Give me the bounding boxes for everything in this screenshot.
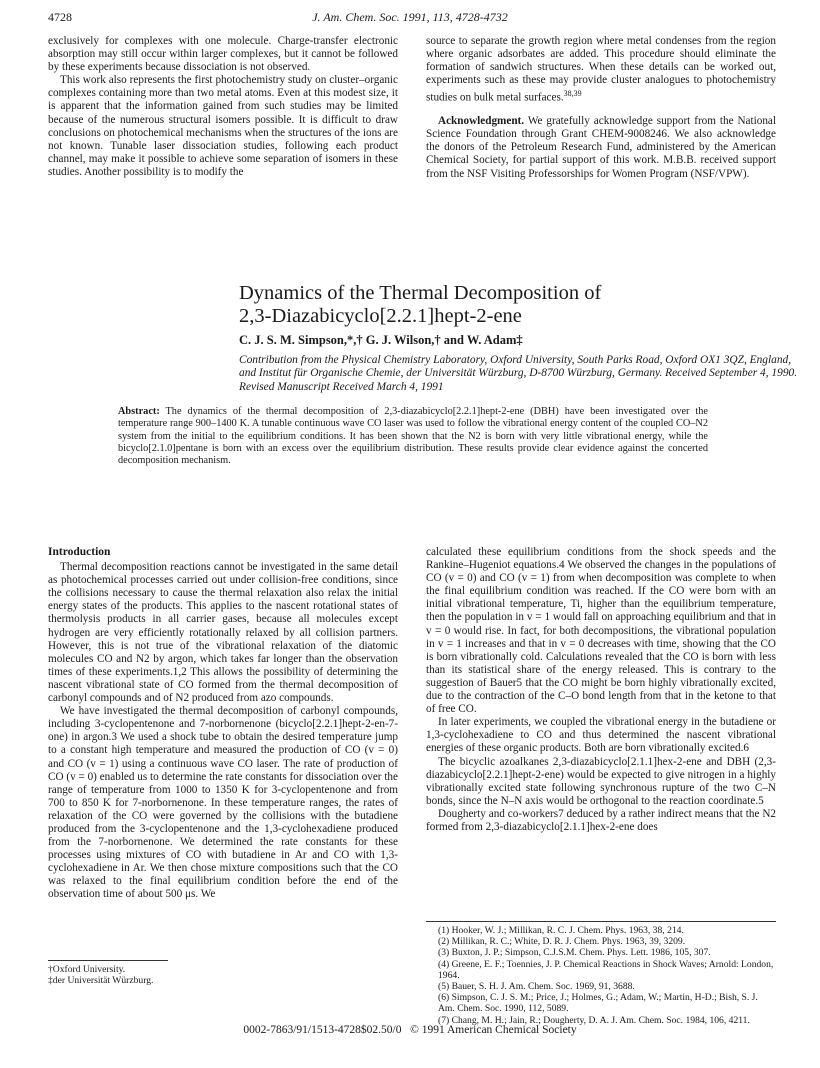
footnote-divider xyxy=(48,960,168,961)
references-divider xyxy=(426,921,776,922)
main-left-column xyxy=(48,546,398,902)
prev-article-left-column xyxy=(48,35,398,179)
reference: (6) Simpson, C. J. S. M.; Price, J.; Holmes, G.; Adam, W.; Martin, H-D.; Bish, S. J. Am. Chem. Soc. 1990, 112, 5089. xyxy=(438,992,758,1015)
reference: (5) Bauer, S. H. J. Am. Chem. Soc. 1969, 91, 3688. xyxy=(438,981,635,993)
affiliation: Contribution from the Physical Chemistry Laboratory, Oxford University, South Parks Road, Oxford OX1 3QZ, England, and Institut für Organische Chemie, der Universität Würzburg, D-8700 Würzburg, Germany. Received September 4, 1990. Revised Manuscript Received March 4, 1991 xyxy=(239,354,798,393)
acknowledgment-text: We gratefully acknowledge support from the National Science Foundation through Grant CHEM-9008246. We also acknowledge the donors of the Petroleum Research Fund, administered by the American Chemical Society, for partial support of this work. M.B.B. received support from the NSF Visiting Professorships for Women Program (NSF/VPW). xyxy=(426,115,776,180)
acknowledgment-heading: Acknowledgment. xyxy=(438,115,525,128)
title-line-2: 2,3-Diazabicyclo[2.2.1]hept-2-ene xyxy=(239,305,522,327)
footnotes xyxy=(48,964,398,986)
reference: (1) Hooker, W. J.; Millikan, R. C. J. Chem. Phys. 1963, 38, 214. xyxy=(438,925,684,936)
abstract xyxy=(118,406,708,467)
prev-article-right-column xyxy=(426,35,776,181)
author-list: C. J. S. M. Simpson,*,† G. J. Wilson,† and W. Adam‡ xyxy=(239,333,523,347)
page-number: 4728 xyxy=(48,10,72,24)
reference-list xyxy=(426,925,776,1026)
article-title xyxy=(239,282,799,328)
reference: (3) Buxton, J. P.; Simpson, C.J.S.M. Chem. Phys. Lett. 1986, 105, 307. xyxy=(438,947,711,959)
reference: (7) Chang, M. H.; Jain, R.; Dougherty, D. A. J. Am. Chem. Soc. 1984, 106, 4211. xyxy=(438,1014,750,1026)
reference: (4) Greene, E. F.; Toennies, J. P. Chemical Reactions in Shock Waves; Arnold: London, 1964. xyxy=(438,958,774,981)
abstract-text: The dynamics of the thermal decomposition of 2,3-diazabicyclo[2.2.1]hept-2-ene (DBH) have been investigated over the temperature range 900–1400 K. A tunable continuous wave CO laser was used to follow the vibrational energy content of the coupled CO–N2 system from the initial to the equilibrium conditions. It has been shown that the N2 is born with very little vibrational energy, while the bicyclo[2.1.0]pentane is born with an excess over the equilibrium distribution. These results provide clear evidence against the concerted decomposition mechanism. xyxy=(118,406,709,467)
paragraph: In later experiments, we coupled the vibrational energy in the butadiene or 1,3-cyclohexadiene to CO and thus determined the nascent vibrational energies of these organic products. Both are born vibrationally excited.6 xyxy=(426,716,776,755)
main-right-column xyxy=(426,546,776,834)
paragraph: Dougherty and co-workers7 deduced by a rather indirect means that the N2 formed from 2,3-diazabicyclo[2.1.1]hex-2-ene does xyxy=(426,807,776,833)
footnote: ‡der Universität Würzburg. xyxy=(48,975,154,986)
paragraph: This work also represents the first photochemistry study on cluster–organic complexes containing more than two metal atoms. Even at this modest size, it is apparent that the information gained from such studies may be limited because of the numerous structural isomers possible. It is difficult to draw conclusions on photochemical mechanisms when the structures of the ions are not known. Tunable laser dissociation studies, following each product channel, may make it possible to achieve some separation of isomers in these studies. Another possibility is to modify the xyxy=(48,74,398,178)
paragraph: Thermal decomposition reactions cannot be investigated in the same detail as photochemical processes carried out under collision-free conditions, since the collisions necessary to cause the thermal relaxation also relax the initial energy states of the products. This applies to the nascent rotational states of thermolysis products in all carrier gases, because all molecules except hydrogen are very efficiently rotationally relaxed by all collision partners. However, this is not true of the vibrational relaxation of the diatomic molecules CO and N2 by argon, which takes far longer than the observation times of these experiments.1,2 This allows the possibility of determining the nascent vibrational state of CO formed from the thermal decomposition of carbonyl compounds and of N2 produced from azo compounds. xyxy=(48,561,398,705)
paragraph: The bicyclic azoalkanes 2,3-diazabicyclo[2.1.1]hex-2-ene and DBH (2,3-diazabicyclo[2.2.1]hept-2-ene) would be expected to give nitrogen in a highly vibrationally excited state following synchronous rupture of the two C–N bonds, since the N–N axis would be orthogonal to the reaction coordinate.5 xyxy=(426,755,776,807)
page-footer xyxy=(0,1024,820,1036)
paragraph: source to separate the growth region where metal condenses from the region where organic adsorbates are added. This procedure should eliminate the formation of sandwich structures. When these details can be worked out, experiments such as these may provide cluster analogues to photochemistry studies on bulk metal surfaces. xyxy=(426,35,776,105)
footnote: †Oxford University. xyxy=(48,964,126,975)
paragraph: exclusively for complexes with one molecule. Charge-transfer electronic absorption may still occur within larger complexes, but it cannot be followed by these experiments because dissociation is not observed. xyxy=(48,35,398,74)
abstract-label: Abstract: xyxy=(118,406,160,417)
paragraph: We have investigated the thermal decomposition of carbonyl compounds, including 3-cyclopentenone and 7-norbornenone (bicyclo[2.2.1]hept-2-en-7-one) in argon.3 We used a shock tube to obtain the desired temperature jump to a constant high temperature and measured the production of CO (v = 0) and CO (v = 1) using a continuous wave CO laser. The rate of production of CO (v = 0) enabled us to determine the rate constants for dissociation over the range of temperature from 1000 to 1350 K for 3-cyclopentenone and from 700 to 850 K for 7-norbornenone. In these temperature ranges, the rates of relaxation of the CO were governed by the collisions with the butadiene produced from the 3-cyclopentenone and the 1,3-cyclohexadiene produced from the 7-norbornenone. We determined the rate constants for these processes using mixtures of CO with butadiene in Ar and CO with 1,3-cyclohexadiene in Ar. We then chose mixture compositions such that the CO was relaxed to the final equilibrium condition before the end of the observation time of about 500 μs. We xyxy=(48,705,398,901)
journal-citation: J. Am. Chem. Soc. 1991, 113, 4728-4732 xyxy=(312,10,508,24)
section-heading: Introduction xyxy=(48,546,111,558)
paragraph: calculated these equilibrium conditions from the shock speeds and the Rankine–Hugeniot equations.4 We observed the changes in the populations of CO (v = 0) and CO (v = 1) from when decomposition was complete to when the final equilibrium condition was reached. If the CO were born with an initial vibrational temperature, Ti, higher than the equilibrium temperature, then the population in v = 1 would fall on approaching equilibrium and that in v = 0 would rise. In fact, for both decompositions, the vibrational population in v = 1 increases and that in v = 0 decreases with time, showing that the CO is born vibrationally cold. Calculations revealed that the CO is born with less than its statistical share of the energy released. This is contrary to the suggestion of Bauer5 that the CO might be born highly vibrationally excited, due to the contraction of the C–O bond length from that in the ketone to that of free CO. xyxy=(426,546,776,716)
citation-ref: 38,39 xyxy=(563,89,582,99)
reference: (2) Millikan, R. C.; White, D. R. J. Chem. Phys. 1963, 39, 3209. xyxy=(438,936,686,948)
copyright: © 1991 American Chemical Society xyxy=(410,1024,577,1036)
article-code: 0002-7863/91/1513-4728$02.50/0 xyxy=(243,1024,402,1036)
title-line-1: Dynamics of the Thermal Decomposition of xyxy=(239,282,602,304)
